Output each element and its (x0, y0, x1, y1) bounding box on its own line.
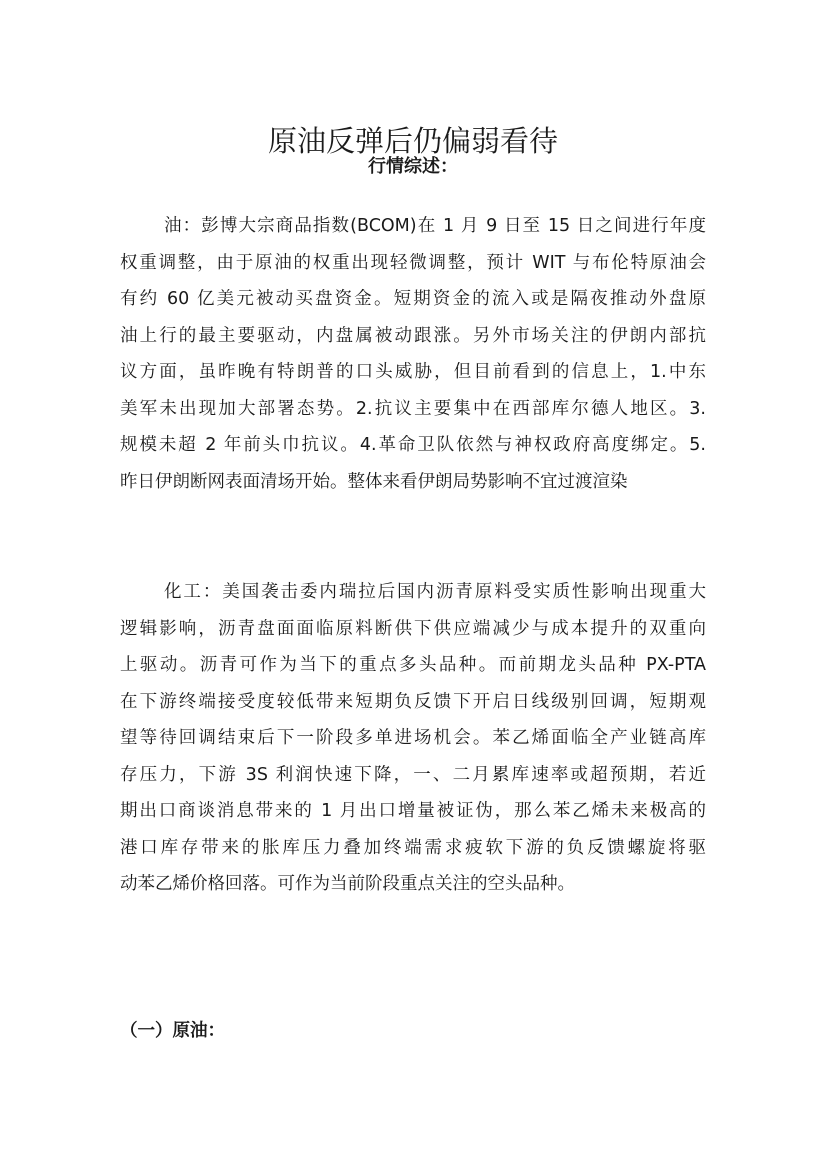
chemical-paragraph-line: 逻辑影响，沥青盘面面临原料断供下供应端减少与成本提升的双重向 (120, 618, 706, 639)
chemical-paragraph (120, 574, 706, 903)
market-overview-heading: 行情综述： (368, 156, 458, 177)
oil-paragraph-line: 油：彭博大宗商品指数(BCOM)在 1 月 9 日至 15 日之间进行年度 (164, 216, 706, 236)
oil-paragraph-line: 权重调整，由于原油的权重出现轻微调整，预计 WIT 与布伦特原油会 (120, 252, 706, 273)
chemical-paragraph-line: 港口库存带来的胀库压力叠加终端需求疲软下游的负反馈螺旋将驱 (120, 837, 706, 858)
document-title: 原油反弹后仍偏弱看待 (267, 124, 558, 159)
chemical-paragraph-line: 化工：美国袭击委内瑞拉后国内沥青原料受实质性影响出现重大 (164, 582, 706, 602)
oil-paragraph-line: 美军未出现加大部署态势。2.抗议主要集中在西部库尔德人地区。3. (120, 398, 706, 419)
chemical-paragraph-line: 在下游终端接受度较低带来短期负反馈下开启日线级别回调，短期观 (120, 691, 706, 712)
chemical-paragraph-line: 存压力，下游 3S 利润快速下降，一、二月累库速率或超预期，若近 (120, 764, 706, 785)
chemical-paragraph-line: 上驱动。沥青可作为当下的重点多头品种。而前期龙头品种 PX-PTA (120, 655, 706, 675)
oil-paragraph-line: 议方面，虽昨晚有特朗普的口头威胁，但目前看到的信息上，1.中东 (120, 362, 706, 382)
chemical-paragraph-line: 望等待回调结束后下一阶段多单进场机会。苯乙烯面临全产业链高库 (120, 728, 706, 748)
oil-paragraph-line: 有约 60 亿美元被动买盘资金。短期资金的流入或是隔夜推动外盘原 (120, 289, 706, 309)
crude-oil-section-heading: （一）原油： (120, 1021, 225, 1041)
chemical-paragraph-line: 期出口商谈消息带来的 1 月出口增量被证伪，那么苯乙烯未来极高的 (120, 801, 706, 821)
oil-paragraph-line: 规模未超 2 年前头巾抗议。4.革命卫队依然与神权政府高度绑定。5. (120, 435, 706, 455)
chemical-paragraph-line: 动苯乙烯价格回落。可作为当前阶段重点关注的空头品种。 (120, 874, 575, 894)
oil-paragraph-line: 昨日伊朗断网表面清场开始。整体来看伊朗局势影响不宜过渡渲染 (120, 471, 628, 492)
oil-paragraph (120, 208, 706, 500)
oil-paragraph-line: 油上行的最主要驱动，内盘属被动跟涨。另外市场关注的伊朗内部抗 (120, 325, 706, 346)
